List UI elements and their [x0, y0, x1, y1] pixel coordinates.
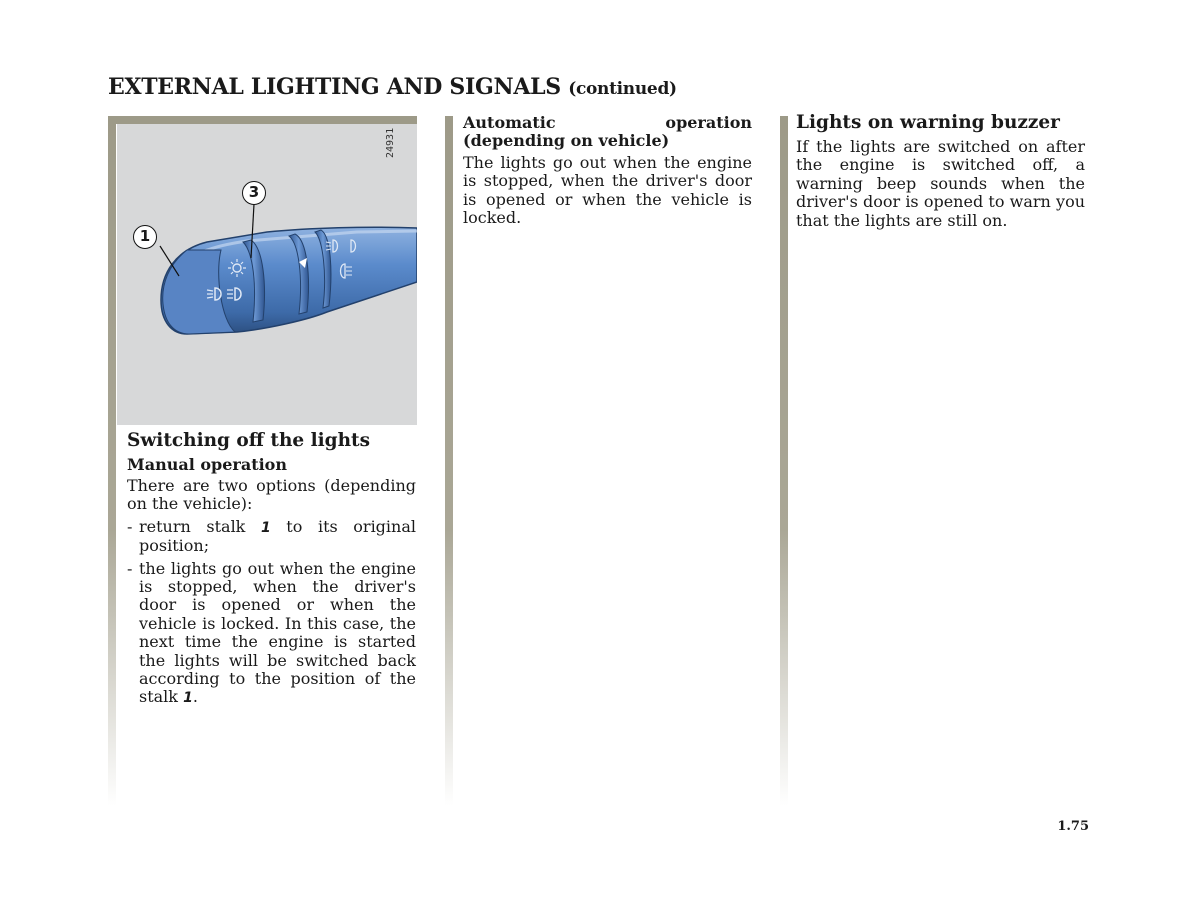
automatic-operation-subheading: Automatic operation (depending on vehicle) — [463, 113, 752, 150]
page-title-suffix: (continued) — [568, 79, 677, 99]
stalk-reference: 1 — [183, 690, 193, 707]
light-stalk-figure — [117, 124, 417, 425]
stalk-reference: 1 — [260, 519, 271, 536]
manual-operation-subheading: Manual operation — [127, 455, 287, 474]
page-title-main: EXTERNAL LIGHTING AND SIGNALS — [108, 74, 561, 100]
bullet-item: - the lights go out when the engine is stopped, when the driver's door is opened or when the vehicle is locked. In this case, the next time the engine is started the lights will be switched back according to the position of the stalk 1. — [127, 558, 416, 707]
switching-off-heading: Switching off the lights — [127, 430, 371, 451]
manual-operation-intro: There are two options (depending on the vehicle): — [127, 476, 416, 514]
column-2-bar — [445, 116, 453, 806]
bullet-item: - return stalk 1 to its original position; — [127, 516, 417, 556]
column-2-text — [463, 114, 752, 232]
callout-1: 1 — [133, 225, 157, 249]
warning-buzzer-heading: Lights on warning buzzer — [796, 112, 1060, 133]
page-number: 1.75 — [1057, 819, 1089, 834]
warning-buzzer-text: If the lights are switched on after the engine is switched off, a warning beep sounds when the driver's door is opened to warn you that the lights are still on. — [796, 137, 1085, 230]
callout-leaders — [117, 124, 417, 425]
column-3-bar — [780, 116, 788, 806]
column-1-text — [127, 430, 416, 712]
figure-top-band — [108, 116, 417, 124]
column-3-text — [796, 112, 1085, 234]
callout-3: 3 — [242, 181, 266, 205]
page-title — [108, 74, 677, 100]
automatic-operation-text: The lights go out when the engine is stopped, when the driver's door is opened or when the vehicle is locked. — [463, 153, 752, 228]
figure-reference-code: 24931 — [385, 127, 396, 158]
column-1-bar — [108, 116, 116, 806]
